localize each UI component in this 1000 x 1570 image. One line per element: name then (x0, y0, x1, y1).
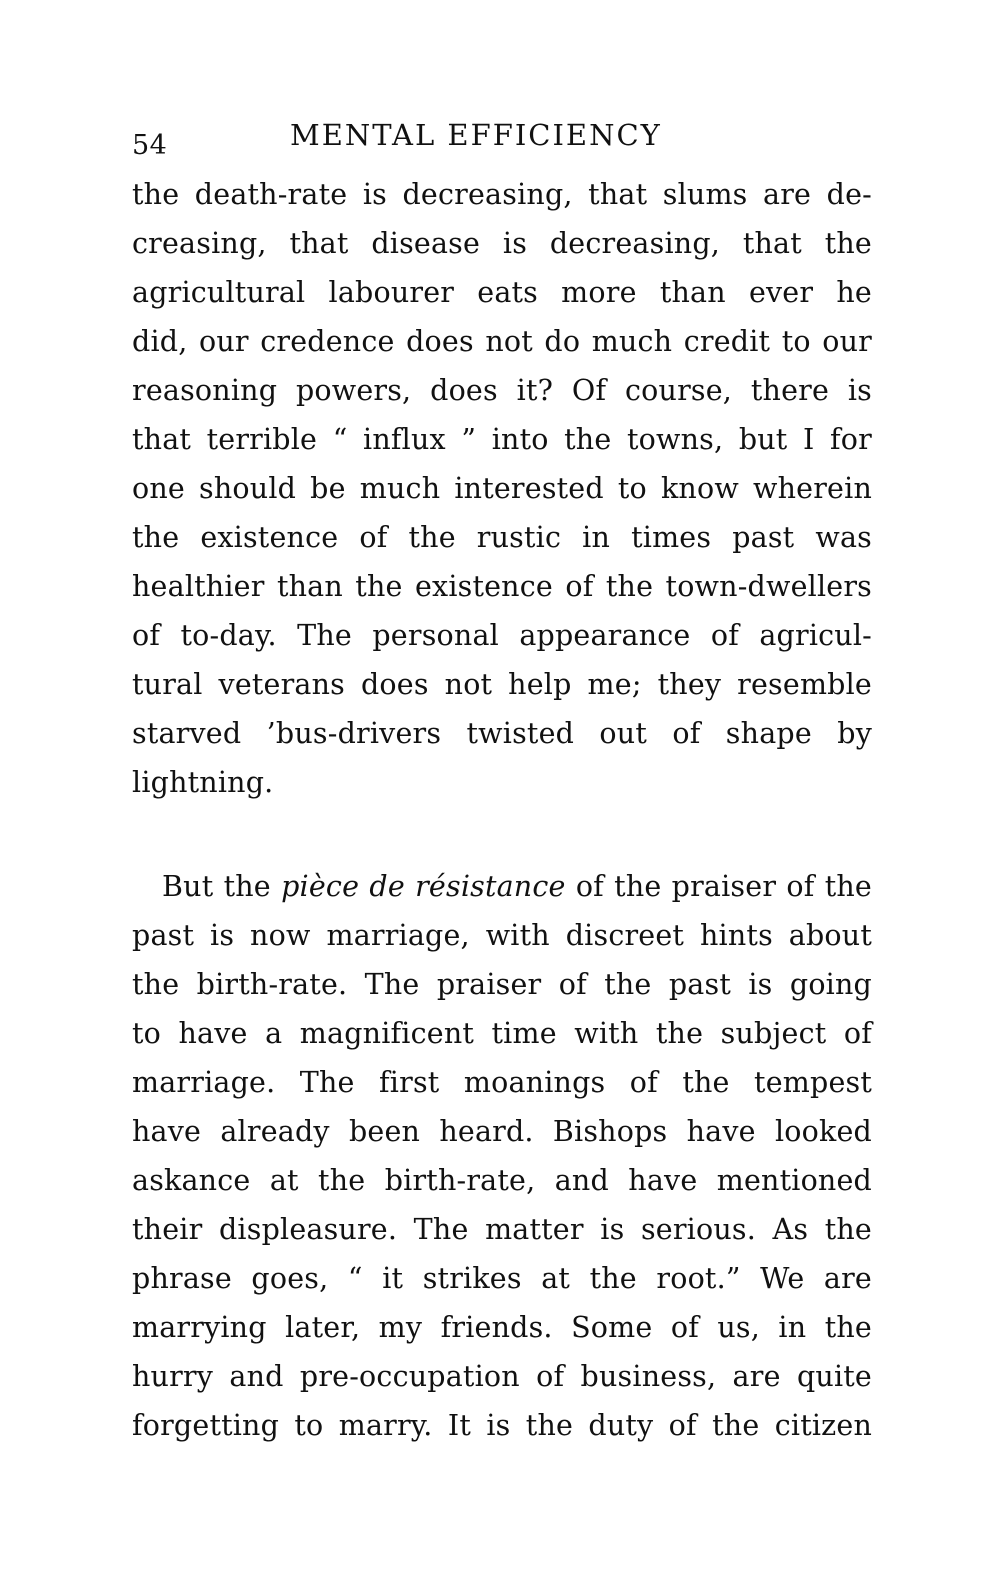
text-line: marriage. The first moanings of the tempest (132, 1066, 872, 1099)
italic-phrase: pièce de résistance (281, 870, 566, 903)
text-line: forgetting to marry. It is the duty of the citizen (132, 1409, 872, 1442)
text-line: did, our credence does not do much credit to our (132, 325, 872, 358)
text-line: their displeasure. The matter is serious. As the (132, 1213, 872, 1246)
text-segment: But the (162, 870, 271, 903)
text-line: tural veterans does not help me; they resemble (132, 668, 872, 701)
text-line: lightning. (132, 766, 274, 799)
text-line: agricultural labourer eats more than ever he (132, 276, 872, 309)
text-line: starved ’bus-drivers twisted out of shape by (132, 717, 872, 750)
text-line: of to-day. The personal appearance of agricul- (132, 619, 872, 652)
text-line-first (132, 862, 872, 911)
running-head: MENTAL EFFICIENCY (290, 118, 662, 152)
page-header (132, 118, 872, 168)
text-line: healthier than the existence of the town-dwellers (132, 570, 872, 603)
text-segment: of the praiser of the (575, 870, 872, 903)
text-line: phrase goes, “ it strikes at the root.” We are (132, 1262, 872, 1295)
text-line: creasing, that disease is decreasing, that the (132, 227, 872, 260)
text-line: askance at the birth-rate, and have mentioned (132, 1164, 872, 1197)
page-number: 54 (132, 130, 168, 161)
text-line: to have a magnificent time with the subject of (132, 1017, 872, 1050)
text-line: the birth-rate. The praiser of the past is going (132, 968, 872, 1001)
text-line: hurry and pre-occupation of business, are quite (132, 1360, 872, 1393)
text-line: that terrible “ influx ” into the towns, but I for (132, 423, 872, 456)
text-line: past is now marriage, with discreet hints about (132, 919, 872, 952)
text-line: one should be much interested to know wherein (132, 472, 872, 505)
text-line: marrying later, my friends. Some of us, in the (132, 1311, 872, 1344)
text-line: reasoning powers, does it? Of course, there is (132, 374, 872, 407)
text-line: have already been heard. Bishops have looked (132, 1115, 872, 1148)
text-line: the existence of the rustic in times past was (132, 521, 872, 554)
text-line: the death-rate is decreasing, that slums are de- (132, 178, 872, 211)
